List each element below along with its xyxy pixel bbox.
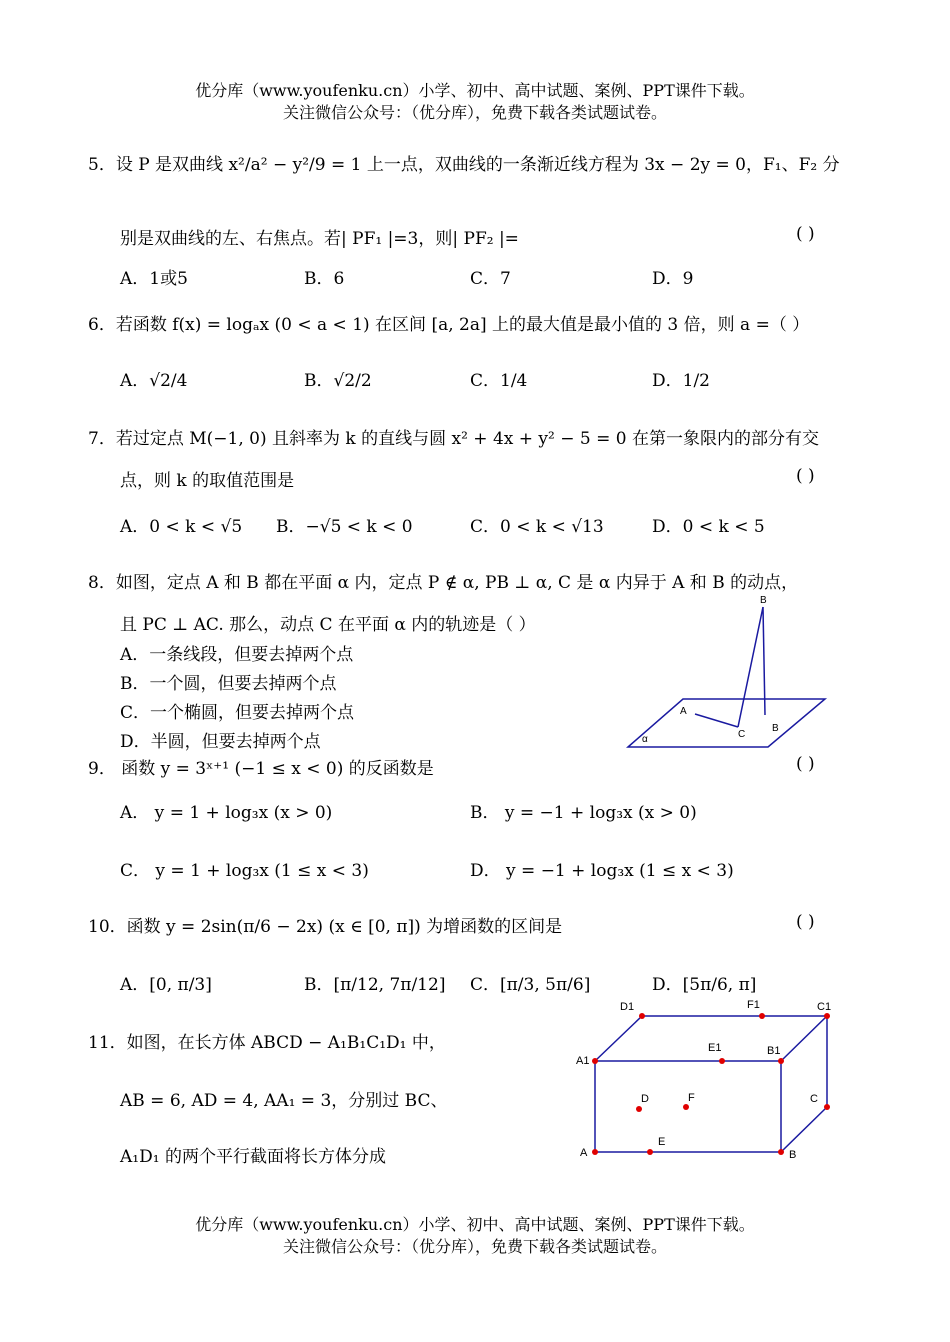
q6-line-1: 6．若函数 f(x) = logₐx (0 < a < 1) 在区间 [a, 2a] 上的最大值是最小值的 3 倍，则 a =（ ） bbox=[88, 315, 810, 335]
point-f bbox=[683, 1104, 689, 1110]
edge-b-c bbox=[781, 1107, 827, 1152]
q8-figure bbox=[620, 590, 830, 755]
segment-pc bbox=[738, 607, 763, 727]
label-c: C bbox=[738, 729, 746, 740]
q5-line-2: 别是双曲线的左、右焦点。若| PF₁ |=3，则| PF₂ |= bbox=[120, 229, 519, 249]
label-p-top: B bbox=[760, 595, 767, 606]
label-alpha: α bbox=[642, 734, 648, 745]
label-d1: D1 bbox=[620, 1001, 635, 1013]
q7-answer-blank: ( ) bbox=[796, 466, 815, 486]
q9-option-b: B． y = −1 + log₃x (x > 0) bbox=[470, 803, 697, 823]
q6-option-c: C．1/4 bbox=[470, 371, 528, 391]
q8-option-d: D．半圆，但要去掉两个点 bbox=[120, 732, 321, 752]
q10-line-1: 10．函数 y = 2sin(π/6 − 2x) (x ∈ [0, π]) 为增函数的区间是 bbox=[88, 917, 563, 937]
point-b1 bbox=[778, 1058, 784, 1064]
footer-line-1: 优分库（www.youfenku.cn）小学、初中、高中试题、案例、PPT课件下载。 bbox=[195, 1215, 755, 1234]
point-e bbox=[647, 1149, 653, 1155]
q8-line-2: 且 PC ⊥ AC. 那么，动点 C 在平面 α 内的轨迹是（ ） bbox=[120, 615, 536, 635]
header-line-1: 优分库（www.youfenku.cn）小学、初中、高中试题、案例、PPT课件下载。 bbox=[195, 81, 755, 100]
q8-option-b: B．一个圆，但要去掉两个点 bbox=[120, 674, 337, 694]
point-e1 bbox=[719, 1058, 725, 1064]
q7-option-c: C．0 < k < √13 bbox=[470, 517, 604, 537]
label-c: C bbox=[810, 1093, 818, 1105]
label-a: A bbox=[680, 706, 687, 717]
q10-option-d: D．[5π/6, π] bbox=[652, 975, 757, 995]
point-a1 bbox=[592, 1058, 598, 1064]
q5-answer-blank: ( ) bbox=[796, 224, 815, 244]
q11-figure bbox=[570, 990, 845, 1170]
q11-line-1: 11．如图，在长方体 ABCD − A₁B₁C₁D₁ 中， bbox=[88, 1033, 446, 1053]
point-d bbox=[636, 1106, 642, 1112]
q11-line-2: AB = 6, AD = 4, AA₁ = 3，分别过 BC、 bbox=[120, 1091, 448, 1111]
q7-option-a: A．0 < k < √5 bbox=[120, 517, 243, 537]
q8-option-a: A．一条线段，但要去掉两个点 bbox=[120, 645, 354, 665]
label-f: F bbox=[688, 1092, 695, 1104]
q10-option-c: C．[π/3, 5π/6] bbox=[470, 975, 591, 995]
q5-line-1: 5．设 P 是双曲线 x²/a² − y²/9 = 1 上一点，双曲线的一条渐近线方程为 3x − 2y = 0，F₁、F₂ 分 bbox=[88, 155, 840, 175]
edge-b1-c1 bbox=[781, 1016, 827, 1061]
point-c bbox=[824, 1104, 830, 1110]
point-b bbox=[778, 1149, 784, 1155]
q5-option-a: A．1或5 bbox=[120, 269, 188, 289]
q5-option-c: C．7 bbox=[470, 269, 511, 289]
footer-line-2: 关注微信公众号：（优分库），免费下载各类试题试卷。 bbox=[282, 1237, 667, 1256]
header-line-2: 关注微信公众号：（优分库），免费下载各类试题试卷。 bbox=[282, 103, 667, 122]
q11-line-3: A₁D₁ 的两个平行截面将长方体分成 bbox=[120, 1147, 386, 1167]
q8-line-1: 8．如图，定点 A 和 B 都在平面 α 内，定点 P ∉ α, PB ⊥ α, C 是 α 内异于 A 和 B 的动点， bbox=[88, 573, 799, 593]
q10-option-b: B．[π/12, 7π/12] bbox=[304, 975, 446, 995]
q10-answer-blank: ( ) bbox=[796, 912, 815, 932]
q7-option-d: D．0 < k < 5 bbox=[652, 517, 765, 537]
q8-option-c: C．一个椭圆，但要去掉两个点 bbox=[120, 703, 355, 723]
q5-option-b: B．6 bbox=[304, 269, 345, 289]
q5-option-d: D．9 bbox=[652, 269, 694, 289]
q7-line-2: 点，则 k 的取值范围是 bbox=[120, 471, 295, 491]
q6-option-a: A．√2/4 bbox=[120, 371, 188, 391]
q9-option-c: C． y = 1 + log₃x (1 ≤ x < 3) bbox=[120, 861, 369, 881]
point-c1 bbox=[824, 1013, 830, 1019]
label-c1: C1 bbox=[817, 1001, 832, 1013]
point-d1 bbox=[639, 1013, 645, 1019]
q10-option-a: A．[0, π/3] bbox=[120, 975, 212, 995]
segment-ac bbox=[695, 714, 738, 727]
label-f1: F1 bbox=[747, 999, 760, 1011]
point-a bbox=[592, 1149, 598, 1155]
label-e: E bbox=[658, 1136, 666, 1148]
label-a: A bbox=[580, 1147, 588, 1159]
label-b: B bbox=[789, 1149, 797, 1161]
label-e1: E1 bbox=[708, 1042, 722, 1054]
q6-option-d: D．1/2 bbox=[652, 371, 710, 391]
label-b1: B1 bbox=[767, 1045, 781, 1057]
q9-option-a: A． y = 1 + log₃x (x > 0) bbox=[120, 803, 333, 823]
q7-option-b: B．−√5 < k < 0 bbox=[276, 517, 413, 537]
q9-answer-blank: ( ) bbox=[796, 754, 815, 774]
q9-line-1: 9． 函数 y = 3ˣ⁺¹ (−1 ≤ x < 0) 的反函数是 bbox=[88, 759, 434, 779]
q7-line-1: 7．若过定点 M(−1, 0) 且斜率为 k 的直线与圆 x² + 4x + y² − 5 = 0 在第一象限内的部分有交 bbox=[88, 429, 819, 449]
q6-option-b: B．√2/2 bbox=[304, 371, 372, 391]
edge-a1-d1 bbox=[595, 1016, 642, 1061]
point-f1 bbox=[759, 1013, 765, 1019]
label-d: D bbox=[641, 1093, 649, 1105]
label-a1: A1 bbox=[576, 1055, 590, 1067]
label-b: B bbox=[772, 723, 779, 734]
q9-option-d: D． y = −1 + log₃x (1 ≤ x < 3) bbox=[470, 861, 734, 881]
